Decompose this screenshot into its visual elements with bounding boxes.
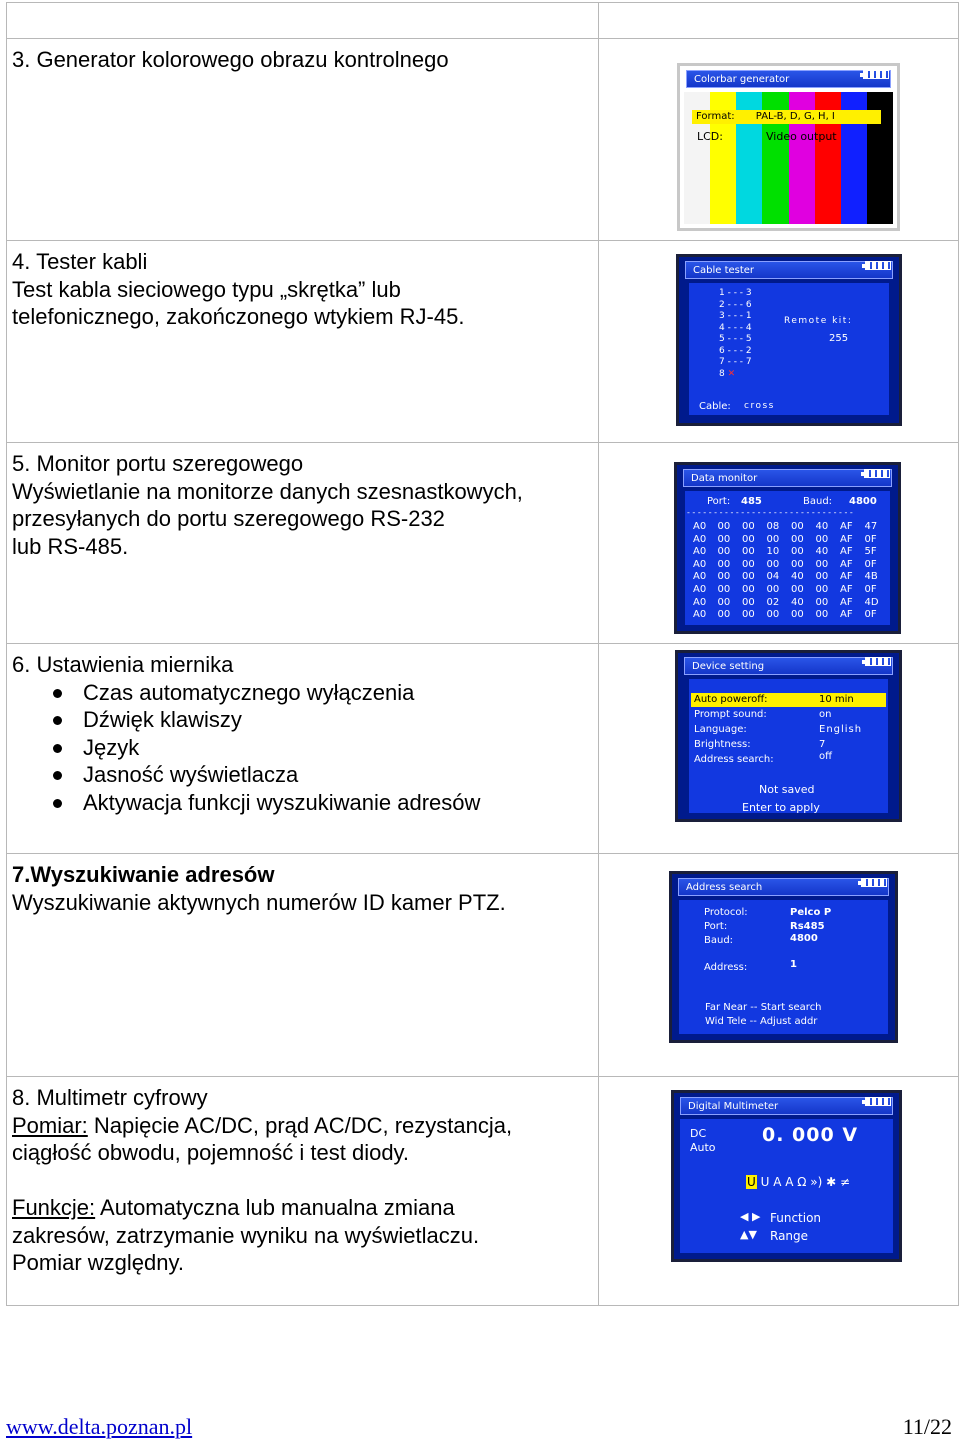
screen-body — [680, 1119, 893, 1253]
function-label: Function — [770, 1211, 822, 1225]
section-heading: 7.Wyszukiwanie adresów — [12, 862, 275, 887]
table-divider — [6, 1076, 959, 1077]
hex-cell: A0 — [693, 609, 707, 621]
hex-cell: 00 — [742, 571, 755, 583]
pair-item: 6 - - - 2 — [719, 345, 752, 356]
hex-cell: A0 — [693, 571, 707, 583]
bullet-icon — [53, 744, 62, 753]
screen-title: Colorbar generator — [686, 70, 891, 88]
hex-cell: A0 — [693, 533, 707, 545]
multimeter-screen — [671, 1090, 902, 1262]
help-line-search: Far Near -- Start search — [705, 1002, 822, 1013]
baud-label: Baud: — [803, 496, 833, 507]
hex-cell: 47 — [864, 521, 878, 532]
section-heading: 6. Ustawienia miernika — [12, 652, 234, 677]
table-divider — [6, 643, 959, 644]
reading-display: 0. 000 V — [762, 1124, 859, 1146]
up-down-arrows-icon: ▲▼ — [740, 1228, 757, 1241]
hex-cell: 00 — [717, 521, 731, 532]
bullet-icon — [53, 689, 62, 698]
bullet-icon — [53, 716, 62, 725]
hex-cell: 0F — [864, 533, 877, 545]
baud-value: 4800 — [849, 496, 877, 507]
hex-cell: 5F — [864, 546, 877, 558]
section-line: zakresów, zatrzymanie wyniku na wyświetlaczu. — [12, 1222, 480, 1248]
pair-item: 3 - - - 1 — [719, 311, 752, 321]
list-item-text: Język — [83, 734, 140, 760]
setting-value: on — [819, 709, 832, 720]
port-value: 485 — [741, 496, 762, 507]
hex-cell: 00 — [815, 596, 829, 608]
hex-cell: AF — [840, 546, 853, 558]
hex-cell: 00 — [791, 609, 804, 621]
setting-label: Language: — [694, 724, 747, 735]
section-heading: 4. Tester kabli — [12, 249, 148, 274]
hex-cell: 0F — [864, 584, 877, 595]
hex-cell: 00 — [766, 584, 780, 595]
table-divider — [6, 442, 959, 443]
pair-item: 7 - - - 7 — [719, 357, 752, 367]
lcd-label: LCD: — [697, 130, 723, 143]
hex-cell: A0 — [693, 584, 707, 595]
list-item — [12, 789, 587, 817]
setting-value: 10 min — [819, 694, 854, 705]
hex-cell: 00 — [766, 609, 780, 621]
section-heading: 8. Multimetr cyfrowy — [12, 1085, 208, 1110]
hex-cell: 00 — [742, 558, 755, 570]
pair-list — [719, 288, 752, 380]
separator-dashes: - - - - - - - - - - - - - - - - - - - - - - - - - - - - - - - — [687, 508, 853, 517]
colorbar-screen — [677, 63, 900, 231]
footer-link-wrap — [6, 1414, 192, 1440]
battery-icon — [865, 261, 891, 270]
setting-value: English — [819, 724, 863, 735]
pomiar-text: Napięcie AC/DC, prąd AC/DC, rezystancja, — [87, 1112, 513, 1138]
hex-cell: 02 — [766, 596, 780, 608]
hex-cell: 00 — [742, 596, 755, 608]
list-item-text: Jasność wyświetlacza — [83, 762, 299, 787]
section-heading: 3. Generator kolorowego obrazu kontrolnego — [12, 47, 449, 72]
table-divider — [6, 853, 959, 854]
hex-cell: 40 — [791, 596, 804, 608]
mode-auto: Auto — [690, 1141, 716, 1154]
unit-list: U A A Ω ») ✱ ≠ — [760, 1175, 851, 1189]
remote-label: Remote kit: — [784, 316, 853, 326]
section-data-monitor — [12, 450, 587, 560]
hex-cell: 00 — [717, 584, 731, 595]
hex-cell: A0 — [693, 558, 707, 570]
section-line: Wyświetlanie na monitorze danych szesnastkowych, — [12, 478, 523, 504]
list-item-text: Dźwięk klawiszy — [83, 707, 242, 732]
baud-label: Baud: — [704, 935, 734, 946]
hex-cell: 00 — [815, 533, 829, 545]
hex-cell: AF — [840, 521, 853, 532]
table-divider — [6, 38, 959, 39]
hex-cell: 04 — [766, 571, 780, 583]
list-item-text: Czas automatycznego wyłączenia — [83, 679, 415, 705]
section-line: telefonicznego, zakończonego wtykiem RJ-45. — [12, 304, 465, 329]
hex-cell: AF — [840, 584, 853, 595]
section-cable — [12, 248, 587, 331]
hex-cell: AF — [840, 558, 853, 570]
screen-body — [689, 283, 889, 415]
protocol-value: Pelco P — [790, 907, 832, 918]
hex-cell: AF — [840, 596, 853, 608]
unit-icons — [746, 1175, 850, 1189]
format-row — [692, 110, 881, 124]
setting-value: off — [819, 751, 833, 762]
hex-cell: 00 — [791, 533, 804, 545]
hex-cell: AF — [840, 571, 853, 583]
cable-value: cross — [744, 401, 775, 411]
hex-cell: 40 — [791, 571, 804, 583]
hex-cell: 0F — [864, 558, 877, 570]
battery-icon — [861, 878, 887, 887]
baud-value: 4800 — [790, 933, 818, 944]
hex-cell: 00 — [717, 533, 731, 545]
screen-body — [689, 679, 888, 813]
section-multimeter — [12, 1084, 587, 1277]
screen-title: Device setting — [684, 657, 893, 675]
hex-cell: 4B — [864, 571, 878, 583]
section-line: Pomiar względny. — [12, 1250, 184, 1275]
table-border-right — [958, 2, 959, 1306]
screen-title: Cable tester — [685, 261, 893, 279]
funkcje-text: Automatyczna lub manualna zmiana — [95, 1195, 455, 1220]
list-item-text: Aktywacja funkcji wyszukiwanie adresów — [83, 789, 481, 815]
section-line — [12, 1194, 587, 1222]
section-line — [12, 1112, 587, 1140]
hex-cell: 00 — [766, 558, 780, 570]
port-value: Rs485 — [790, 921, 825, 932]
section-heading: 5. Monitor portu szeregowego — [12, 451, 304, 476]
list-item — [12, 761, 587, 789]
hex-cell: 00 — [717, 609, 731, 621]
hex-cell: 0F — [864, 609, 877, 621]
page-number: 11/22 — [902, 1414, 952, 1439]
list-item — [12, 706, 587, 734]
hex-cell: 00 — [815, 609, 829, 621]
hex-cell: AF — [840, 533, 853, 545]
hex-cell: 08 — [766, 521, 780, 532]
hex-cell: 00 — [742, 546, 755, 558]
apply-hint: Enter to apply — [742, 801, 820, 814]
pair-item: 4 - - - 4 — [719, 322, 752, 333]
unit-selected: U — [747, 1175, 756, 1189]
hex-cell: AF — [840, 609, 853, 621]
section-line: ciągłość obwodu, pojemność i test diody. — [12, 1140, 410, 1165]
battery-icon — [864, 469, 890, 478]
setting-label: Auto poweroff: — [694, 694, 768, 705]
left-right-arrows-icon: ◀ ▶ — [740, 1210, 761, 1223]
screen-body — [679, 900, 888, 1034]
setting-value: 7 — [819, 739, 826, 750]
port-label: Port: — [707, 496, 731, 507]
pair-item: 2 - - - 6 — [719, 299, 752, 310]
section-line: przesyłanych do portu szeregowego RS-232 — [12, 506, 445, 531]
section-settings — [12, 651, 587, 816]
battery-icon — [863, 70, 889, 79]
cable-tester-screen — [676, 254, 902, 426]
hex-cell: 00 — [742, 584, 755, 595]
screen-title: Address search — [678, 878, 889, 896]
hex-cell: 00 — [742, 533, 755, 545]
section-line: Test kabla sieciowego typu „skrętka” lub — [12, 276, 401, 302]
list-item — [12, 734, 587, 762]
settings-bullet-list — [12, 679, 587, 817]
hex-cell: 00 — [742, 609, 755, 621]
fail-x-icon: ✕ — [727, 368, 736, 379]
hex-cell: 00 — [815, 558, 829, 570]
port-label: Port: — [704, 921, 728, 932]
hex-cell: 4D — [864, 596, 879, 608]
range-label: Range — [770, 1229, 809, 1243]
screen-title: Data monitor — [683, 469, 892, 487]
pair-item — [719, 369, 752, 381]
hex-cell: 00 — [791, 584, 804, 595]
section-line: Wyszukiwanie aktywnych numerów ID kamer PTZ. — [12, 889, 506, 915]
hex-cell: 00 — [717, 558, 731, 570]
screen-body — [685, 491, 890, 625]
hex-cell: 00 — [815, 584, 829, 595]
device-setting-screen — [675, 650, 902, 822]
hex-cell: 40 — [815, 546, 829, 558]
mode-dc: DC — [690, 1127, 707, 1140]
hex-cell: 00 — [717, 546, 731, 558]
section-colorbar — [12, 46, 587, 74]
hex-cell: 00 — [742, 521, 755, 532]
lcd-value: Video output — [766, 130, 837, 143]
footer-website-link[interactable]: www.delta.poznan.pl — [6, 1414, 193, 1439]
remote-value: 255 — [829, 333, 849, 344]
screen-title: Digital Multimeter — [680, 1097, 893, 1115]
table-column-divider — [598, 2, 599, 1306]
setting-label: Brightness: — [694, 739, 751, 750]
format-value: PAL-B, D, G, H, I — [755, 111, 835, 122]
hex-cell: 10 — [766, 546, 780, 558]
table-border-top — [6, 2, 959, 3]
hex-cell: 00 — [717, 571, 731, 583]
hex-cell: 00 — [766, 533, 780, 545]
protocol-label: Protocol: — [704, 907, 748, 918]
hex-cell: 00 — [791, 558, 804, 570]
bullet-icon — [53, 799, 62, 808]
table-divider — [6, 240, 959, 241]
hex-cell: 00 — [791, 546, 804, 558]
hex-cell: A0 — [693, 521, 707, 532]
setting-label: Address search: — [694, 754, 774, 765]
hex-cell: 40 — [815, 521, 829, 532]
section-line: lub RS-485. — [12, 533, 129, 559]
cable-label: Cable: — [699, 401, 731, 412]
list-item — [12, 679, 587, 707]
hex-cell: A0 — [693, 596, 707, 608]
format-label: Format: — [696, 111, 735, 122]
data-monitor-screen — [674, 462, 901, 634]
hex-cell: A0 — [693, 546, 707, 558]
table-border-left — [6, 2, 7, 1306]
save-status: Not saved — [759, 783, 815, 796]
battery-icon — [865, 1097, 891, 1106]
pomiar-label: Pomiar: — [12, 1112, 88, 1138]
hex-cell: 00 — [717, 596, 731, 608]
hex-cell: 00 — [791, 521, 804, 532]
pair-label: 8 — [719, 368, 725, 379]
section-address — [12, 861, 587, 916]
help-line-adjust: Wid Tele -- Adjust addr — [705, 1016, 818, 1027]
address-value: 1 — [790, 959, 797, 970]
hex-cell: 00 — [815, 571, 829, 583]
battery-icon — [865, 657, 891, 666]
funkcje-label: Funkcje: — [12, 1195, 96, 1220]
address-label: Address: — [704, 962, 748, 973]
pair-item: 1 - - - 3 — [719, 288, 752, 298]
setting-label: Prompt sound: — [694, 709, 767, 720]
table-border-bottom — [6, 1305, 959, 1306]
bullet-icon — [53, 771, 62, 780]
address-search-screen — [669, 871, 898, 1043]
pair-item: 5 - - - 5 — [719, 334, 752, 344]
